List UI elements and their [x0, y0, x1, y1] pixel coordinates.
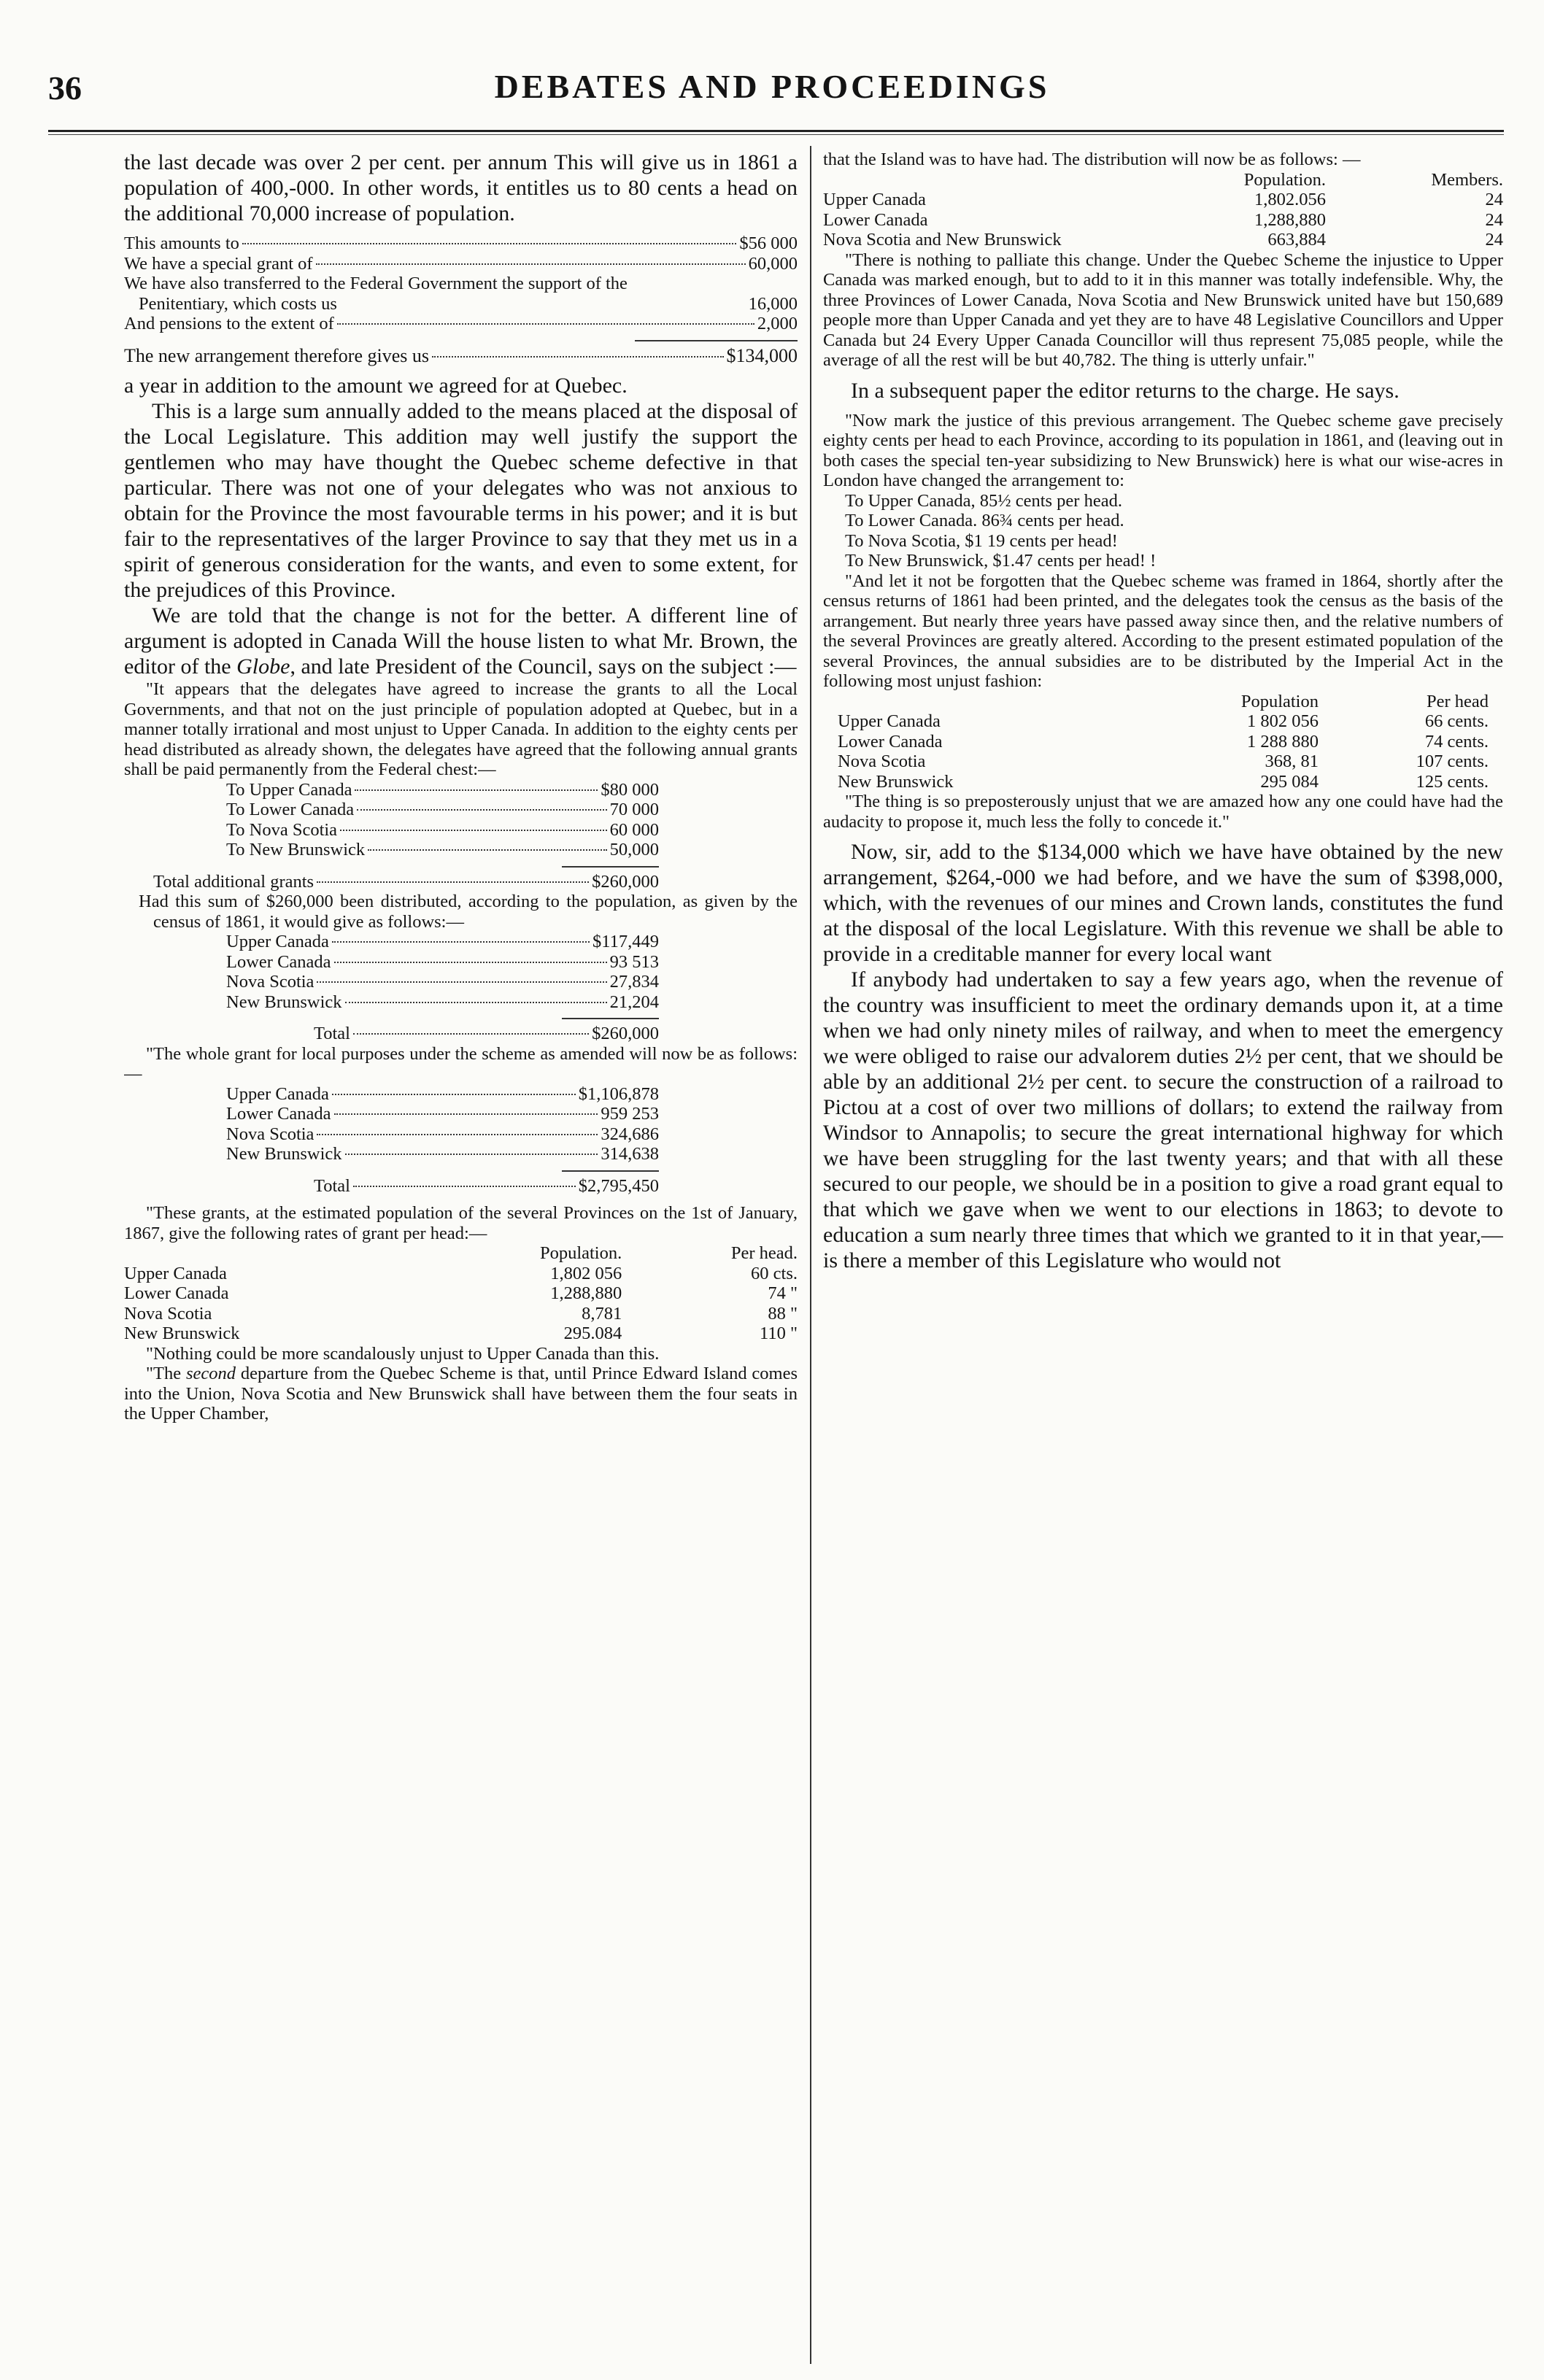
amount-value: $56 000: [739, 233, 798, 253]
table-row: Lower Canada 1,288,880 74 ": [124, 1283, 798, 1303]
amount-row: [124, 274, 798, 314]
cents-line: To Lower Canada. 86¾ cents per head.: [845, 511, 1124, 530]
grant-row: To Nova Scotia 60 000: [226, 819, 659, 840]
quote: "There is nothing to palliate this change. Under the Quebec Scheme the injustice to Upper Canada was marked enough, but to add to it in this manner was totally indefensible. Why, the three Provinces of Lower Canada, Nova Scotia and New Brunswick united have but 150,689 people more than Upper Canada and yet they are to have 48 Legislative Councillors and Upper Canada but 24 Every Upper Canada Councillor will thus represent 75,085 people, while the average of all the rest will be but 40,782. The thing is utterly unfair.": [823, 250, 1503, 370]
whole-row: Nova Scotia 324,686: [226, 1124, 659, 1144]
quote: "And let it not be forgotten that the Quebec scheme was framed in 1864, shortly after the census returns of 1861 had been printed, and the delegates took the census as the basis of the arrangement. But nearly three years have passed away since then, and the relative numbers of the several Provinces are greatly altered. According to the present estimated population of the several Provinces, the annual subsidies are to be distributed by the Imperial Act in the following most unjust fashion:: [823, 571, 1503, 691]
quote: Had this sum of $260,000 been distributed, according to the population, as given by the census of 1861, it would give as follows:—: [139, 892, 798, 932]
left-column: [124, 150, 798, 2364]
grant-row: To Upper Canada $80 000: [226, 779, 659, 800]
quote: "The second departure from the Quebec Scheme is that, until Prince Edward Island comes into the Union, Nova Scotia and New Brunswick shall have between them the four seats in the Upper Chamber,: [124, 1364, 798, 1423]
quote: "The thing is so preposterously unjust that we are amazed how any one could have had the audacity to propose it, much less the folly to concede it.": [823, 792, 1503, 832]
table-row: Upper Canada 1,802 056 60 cts.: [124, 1263, 798, 1283]
paragraph: the last decade was over 2 per cent. per annum This will give us in 1861 a population of 400,-000. In other words, it entitles us to 80 cents a head on the additional 70,000 increase of population.: [124, 150, 798, 225]
paragraph: We are told that the change is not for the better. A different line of argument is adopted in Canada Will the house listen to what Mr. Brown, the editor of the Globe, and late President of the Council, says on the subject :—: [124, 603, 798, 679]
paragraph: In a subsequent paper the editor returns to the charge. He says.: [851, 378, 1400, 403]
amount-label: This amounts to: [124, 233, 239, 253]
dist-row: Upper Canada $117,449: [226, 932, 659, 951]
members-table: Population. Members. Upper Canada 1,802.056 24 Lower Canada 1,288,880 24 Nova Scotia and New Brunswick 663,884 24: [823, 169, 1503, 250]
paragraph: Now, sir, add to the $134,000 which we have have obtained by the new arrangement, $264,-000 we had before, and we have the sum of $398,000, which, with the revenues of our mines and Crown lands, constitutes the fund at the disposal of the local Legislature. With this revenue we shall be able to provide in a creditable manner for every local want: [823, 840, 1503, 966]
amount-label: We have a special grant of: [124, 253, 313, 274]
page-number: 36: [48, 69, 82, 107]
table-row: Nova Scotia 8,781 88 ": [124, 1303, 798, 1324]
whole-row: Upper Canada $1,106,878: [226, 1083, 659, 1104]
table-row: New Brunswick 295.084 110 ": [124, 1324, 798, 1343]
amount-label: The new arrangement therefore gives us: [124, 344, 429, 366]
paragraph: a year in addition to the amount we agreed for at Quebec.: [124, 374, 628, 398]
running-title: DEBATES AND PROCEEDINGS: [494, 68, 1050, 105]
amount-value: $134,000: [726, 344, 798, 366]
amount-label: And pensions to the extent of: [124, 314, 334, 333]
amount-row: [124, 314, 798, 334]
amount-value: 16,000: [748, 293, 798, 314]
right-column: [823, 150, 1503, 2364]
table-row: Lower Canada 1 288 880 74 cents.: [838, 731, 1489, 752]
quote: "These grants, at the estimated population of the several Provinces on the 1st of January, 1867, give the following rates of grant per head:—: [124, 1203, 798, 1243]
new-arrangement-row: [124, 346, 798, 366]
cents-line: To Nova Scotia, $1 19 cents per head!: [845, 530, 1118, 551]
quote: "It appears that the delegates have agreed to increase the grants to all the Local Governments, and that not on the just principle of population adopted at Quebec, but in a manner totally irrational and most unjust to Upper Canada. In addition to the eighty cents per head distributed as already shown, the delegates have agreed that the following annual grants shall be paid permanently from the Federal chest:—: [124, 679, 798, 779]
per-head-table: Population Per head Upper Canada 1 802 056 66 cents. Lower Canada 1 288 880 74 cents. Nova Scotia 368, 81 107 cents. New Brunswick 295 084 125 cents.: [838, 691, 1489, 792]
dist-row: Lower Canada 93 513: [226, 951, 659, 972]
whole-row: Lower Canada 959 253: [226, 1104, 659, 1124]
grant-row: To New Brunswick 50,000: [226, 840, 659, 859]
paragraph: that the Island was to have had. The distribution will now be as follows: —: [823, 150, 1361, 169]
table-row: Lower Canada 1,288,880 24: [823, 209, 1503, 230]
quote: "Nothing could be more scandalously unjust to Upper Canada than this.: [146, 1343, 660, 1364]
header-rule: [48, 130, 1504, 132]
table-row: Nova Scotia and New Brunswick 663,884 24: [823, 230, 1503, 250]
total-row: Total additional grants $260,000: [153, 871, 659, 892]
dist-row: New Brunswick 21,204: [226, 992, 659, 1012]
total-row: Total $260,000: [314, 1024, 659, 1043]
column-divider: [810, 146, 811, 2364]
paragraph: This is a large sum annually added to the means placed at the disposal of the Local Legislature. This addition may well justify the support the gentlemen who may have thought the Quebec scheme defective in that particular. There was not one of your delegates who was not anxious to obtain for the Province the most favourable terms in his power; and it is but fair to the representatives of the larger Province to say that they met us in a spirit of generous consideration for the wants, and even to some extent, for the prejudices of this Province.: [124, 399, 798, 602]
total-row: Total $2,795,450: [314, 1175, 659, 1196]
rates-table: Population. Per head. Upper Canada 1,802 056 60 cts. Lower Canada 1,288,880 74 " Nova Scotia 8,781 88 " New Brunswick 295.084 110 ": [124, 1243, 798, 1343]
table-row: New Brunswick 295 084 125 cents.: [838, 771, 1489, 792]
dist-row: Nova Scotia 27,834: [226, 972, 659, 992]
quote: "The whole grant for local purposes under the scheme as amended will now be as follows:—: [124, 1043, 798, 1083]
table-row: Upper Canada 1 802 056 66 cents.: [838, 711, 1489, 731]
grant-row: To Lower Canada 70 000: [226, 800, 659, 819]
header-rule-thin: [48, 134, 1504, 135]
paragraph: If anybody had undertaken to say a few years ago, when the revenue of the country was insufficient to meet the ordinary demands upon it, at a time when we had only ninety miles of railway, and when to meet the emergency we were obliged to raise our advalorem duties 2½ per cent, that we should be able by an additional 2½ per cent. to secure the construction of a railroad to Pictou at a cost of over two millions of dollars; to extend the railway from Windsor to Annapolis; to secure the great international highway for which we have been struggling for the last twenty years; and that with all these secured to our people, we should be in a position to give a road grant equal to that which we gave when we went to our elections in 1863; to devote to education a sum nearly three times that which we granted to it in that year,—is there a member of this Legislature who would not: [823, 967, 1503, 1272]
table-row: Nova Scotia 368, 81 107 cents.: [838, 752, 1489, 771]
cents-line: To Upper Canada, 85½ cents per head.: [845, 490, 1122, 511]
quote: "Now mark the justice of this previous arrangement. The Quebec scheme gave precisely eighty cents per head to each Province, according to its population in 1861, and (leaving out in both cases the special ten-year subsidizing to New Brunswick) here is what our wise-acres in London have changed the arrangement to:: [823, 410, 1503, 490]
amount-row: [124, 233, 798, 254]
amount-value: 2,000: [757, 314, 798, 333]
amount-row: [124, 254, 798, 274]
cents-line: To New Brunswick, $1.47 cents per head! !: [845, 551, 1157, 571]
amount-value: 60,000: [748, 253, 798, 274]
whole-row: New Brunswick 314,638: [226, 1144, 659, 1164]
amount-label: We have also transferred to the Federal Government the support of the Penitentiary, which costs us: [124, 274, 628, 314]
table-row: Upper Canada 1,802.056 24: [823, 190, 1503, 209]
